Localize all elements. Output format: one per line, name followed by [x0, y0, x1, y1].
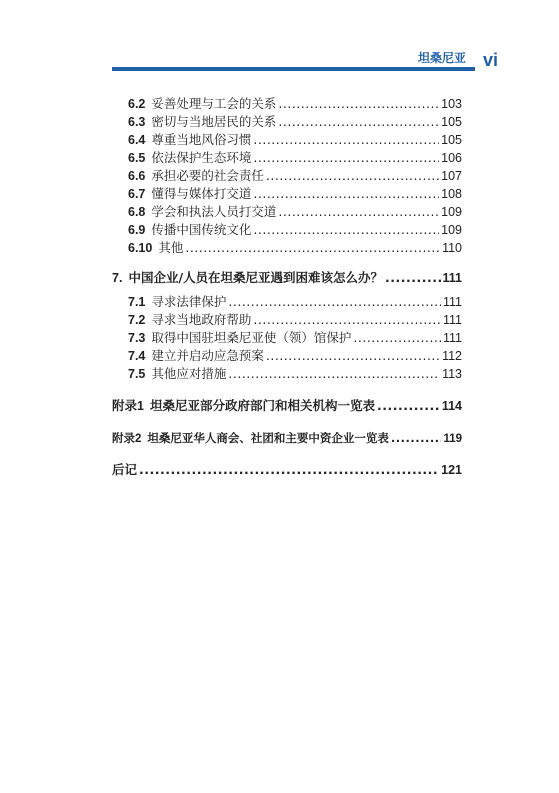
toc-entry-6-10[interactable]: [128, 240, 462, 256]
toc-appendix-1[interactable]: [112, 398, 462, 414]
entry-number: 7.4: [128, 349, 146, 363]
toc-entry-7-3[interactable]: [128, 330, 462, 346]
leader-dots: [266, 168, 439, 184]
entry-number: 7.5: [128, 367, 146, 381]
appendix-title: 坦桑尼亚部分政府部门和相关机构一览表: [149, 398, 375, 413]
entry-page: 108: [441, 187, 462, 201]
entry-title: 传播中国传统文化: [151, 222, 252, 237]
entry-number: 6.6: [128, 169, 146, 183]
entry-title: 依法保护生态环境: [151, 150, 252, 165]
entry-page: 112: [442, 349, 462, 363]
entry-title: 寻求法律保护: [151, 294, 227, 309]
entry-page: 103: [441, 97, 462, 111]
leader-dots: [278, 114, 439, 130]
entry-title: 建立并启动应急预案: [151, 348, 264, 363]
toc-entry-6-7[interactable]: [128, 186, 462, 202]
entry-title: 密切与当地居民的关系: [151, 114, 277, 129]
chapter-title: 中国企业/人员在坦桑尼亚遇到困难该怎么办？: [128, 270, 384, 285]
leader-dots: [228, 366, 440, 382]
page-number: vi: [483, 50, 499, 70]
entry-page: 111: [442, 295, 462, 309]
entry-page: 106: [441, 151, 462, 165]
appendix-number: 附录2: [112, 433, 142, 445]
header-rule: [112, 67, 475, 71]
appendix-page: 114: [441, 399, 462, 413]
leader-dots: [377, 398, 440, 414]
chapter-page: 111: [442, 271, 462, 285]
toc-entry-6-5[interactable]: [128, 150, 462, 166]
toc-chapter-7[interactable]: [112, 270, 462, 286]
entry-number: 7.3: [128, 331, 146, 345]
entry-title: 其他: [158, 240, 184, 255]
entry-page: 113: [442, 367, 462, 381]
toc-entry-6-6[interactable]: [128, 168, 462, 184]
entry-title: 妥善处理与工会的关系: [151, 96, 277, 111]
leader-dots: [253, 312, 441, 328]
entry-number: 6.2: [128, 97, 146, 111]
leader-dots: [385, 270, 441, 286]
toc-entry-6-4[interactable]: [128, 132, 462, 148]
toc-entry-7-2[interactable]: [128, 312, 462, 328]
toc-entry-6-8[interactable]: [128, 204, 462, 220]
leader-dots: [266, 348, 440, 364]
entry-page: 109: [441, 205, 462, 219]
leader-dots: [253, 132, 439, 148]
leader-dots: [253, 186, 439, 202]
entry-page: 110: [442, 241, 462, 255]
leader-dots: [185, 240, 440, 256]
toc-entry-6-3[interactable]: [128, 114, 462, 130]
entry-title: 懂得与媒体打交道: [151, 186, 252, 201]
leader-dots: [253, 150, 439, 166]
entry-page: 107: [441, 169, 462, 183]
appendix-title: 坦桑尼亚华人商会、社团和主要中资企业一览表: [147, 431, 389, 445]
entry-page: 105: [441, 133, 462, 147]
leader-dots: [139, 462, 439, 478]
entry-number: 6.10: [128, 241, 153, 255]
toc-entry-6-2[interactable]: [128, 96, 462, 112]
postscript-page: 121: [441, 463, 462, 477]
entry-page: 109: [441, 223, 462, 237]
entry-title: 尊重当地风俗习惯: [151, 132, 252, 147]
entry-title: 学会和执法人员打交道: [151, 204, 277, 219]
toc-entry-7-5[interactable]: [128, 366, 462, 382]
leader-dots: [353, 330, 441, 346]
toc-entry-6-9[interactable]: [128, 222, 462, 238]
entry-number: 6.4: [128, 133, 146, 147]
entry-number: 6.3: [128, 115, 146, 129]
leader-dots: [278, 204, 439, 220]
entry-title: 寻求当地政府帮助: [151, 312, 252, 327]
leader-dots: [391, 430, 442, 446]
appendix-number: 附录1: [112, 399, 144, 413]
entry-number: 6.7: [128, 187, 146, 201]
entry-title: 其他应对措施: [151, 366, 227, 381]
entry-page: 105: [441, 115, 462, 129]
leader-dots: [278, 96, 439, 112]
postscript-title: 后记: [112, 462, 138, 477]
leader-dots: [253, 222, 439, 238]
entry-page: 111: [442, 331, 462, 345]
running-header-title: 坦桑尼亚: [417, 51, 466, 65]
toc-appendix-2[interactable]: [112, 430, 462, 447]
entry-page: 111: [442, 313, 462, 327]
entry-number: 7.2: [128, 313, 146, 327]
entry-number: 7.1: [128, 295, 146, 309]
leader-dots: [228, 294, 441, 310]
toc-postscript[interactable]: [112, 462, 462, 478]
entry-title: 承担必要的社会责任: [151, 168, 264, 183]
entry-number: 6.9: [128, 223, 146, 237]
entry-number: 6.8: [128, 205, 146, 219]
toc-entry-7-1[interactable]: [128, 294, 462, 310]
entry-number: 6.5: [128, 151, 146, 165]
toc-entry-7-4[interactable]: [128, 348, 462, 364]
appendix-page: 119: [443, 433, 462, 445]
chapter-number: 7.: [112, 271, 123, 285]
entry-title: 取得中国驻坦桑尼亚使（领）馆保护: [151, 330, 352, 345]
